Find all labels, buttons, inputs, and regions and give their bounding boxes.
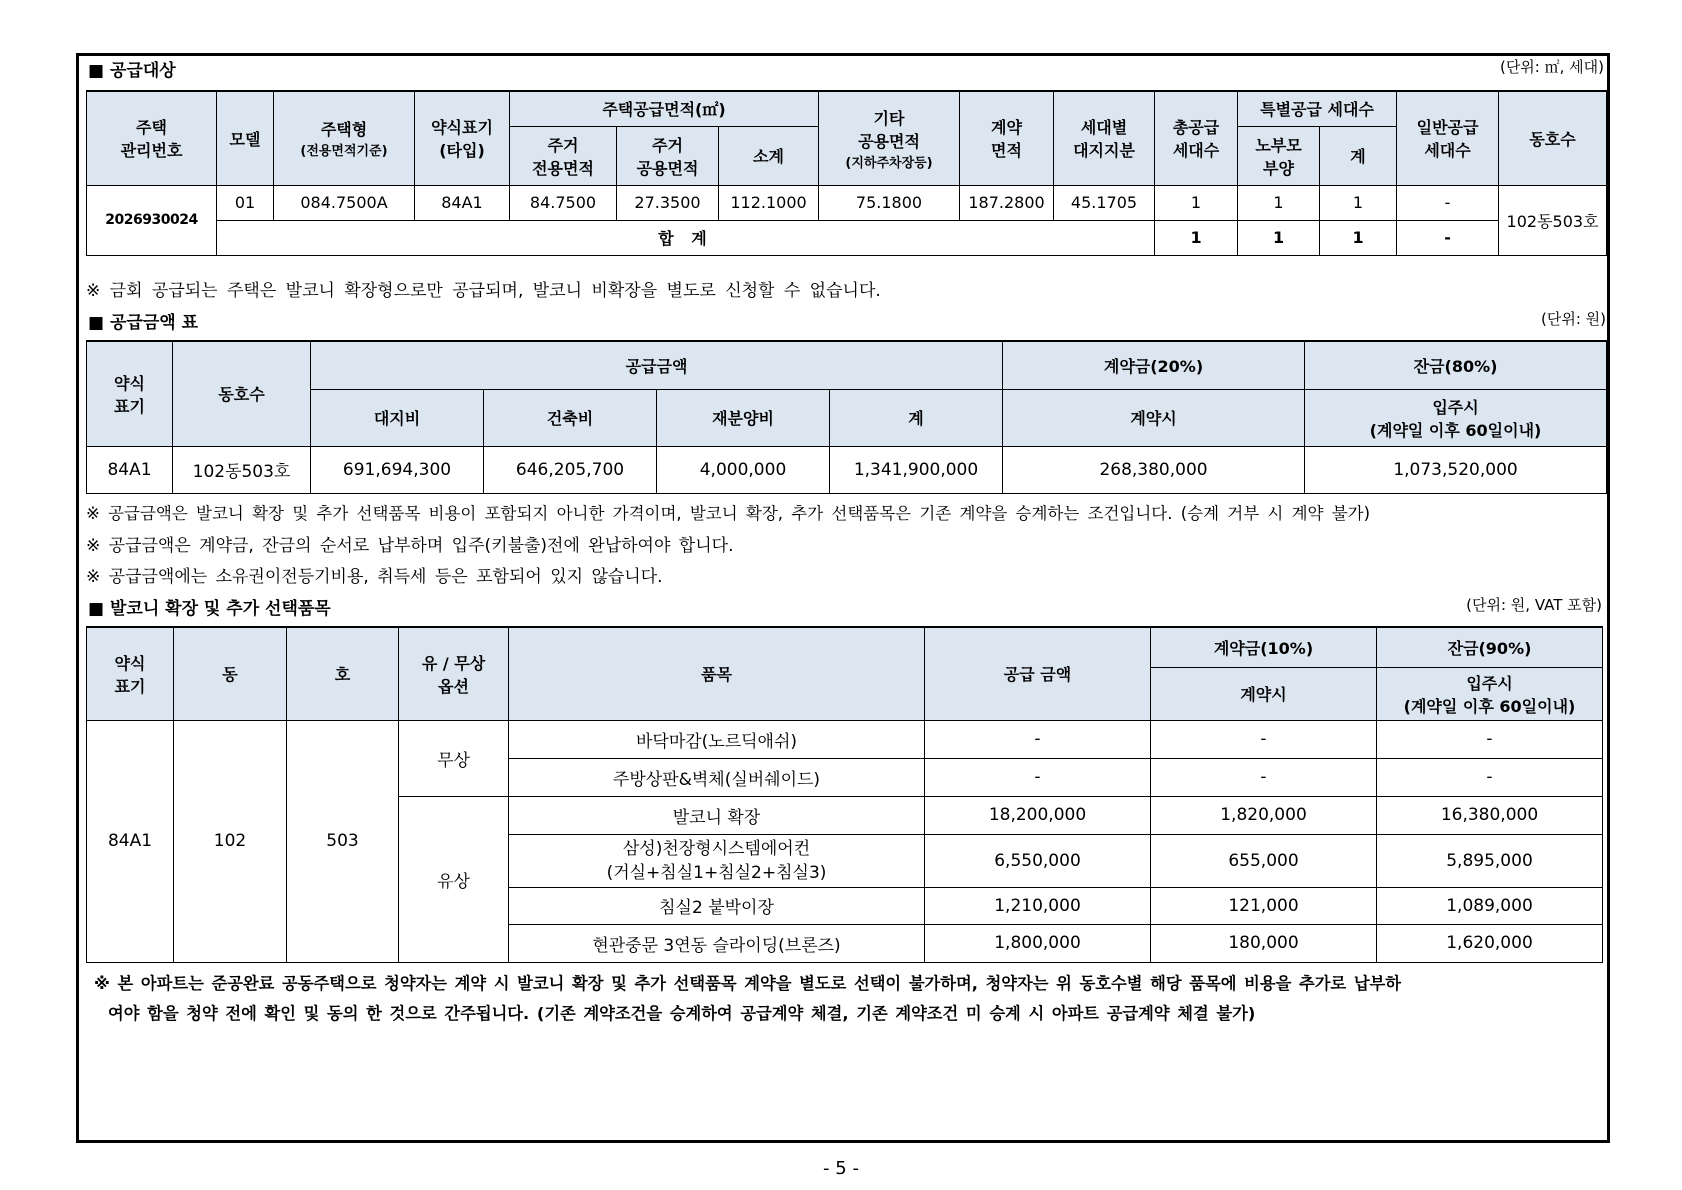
header-other-common-sub: (지하주차장등) xyxy=(845,155,933,171)
header-other-common xyxy=(819,91,960,185)
cell-subtotal: 112.1000 xyxy=(719,185,819,220)
opt-cell-ho: 503 xyxy=(287,720,399,962)
opt-header-balance: 잔금(90%) xyxy=(1377,627,1603,667)
price-header-abbr: 약식 표기 xyxy=(87,341,173,446)
options-table xyxy=(86,626,1603,963)
opt-item: 현관중문 3연동 슬라이딩(브론즈) xyxy=(509,924,925,962)
opt-deposit: - xyxy=(1151,720,1377,758)
opt-header-dong: 동 xyxy=(174,627,287,720)
price-header-deposit: 계약금(20%) xyxy=(1003,341,1305,389)
header-other-common-label: 기타 공용면적 xyxy=(858,108,920,151)
price-cell-recon: 4,000,000 xyxy=(657,446,830,493)
opt-balance: - xyxy=(1377,758,1603,796)
opt-balance: 16,380,000 xyxy=(1377,796,1603,834)
opt-cell-paid: 유상 xyxy=(399,796,509,962)
cell-model: 01 xyxy=(217,185,274,220)
unit-label-price: (단위: 원) xyxy=(1541,310,1606,328)
opt-header-abbr: 약식 표기 xyxy=(87,627,174,720)
cell-res-common: 27.3500 xyxy=(617,185,719,220)
cell-elderly: 1 xyxy=(1238,185,1320,220)
header-special-supply: 특별공급 세대수 xyxy=(1238,91,1397,126)
opt-price: - xyxy=(925,758,1151,796)
header-supply-area: 주택공급면적(㎡) xyxy=(510,91,819,126)
header-unit-no: 동호수 xyxy=(1499,91,1607,185)
price-header-balance-when: 입주시 (계약일 이후 60일이내) xyxy=(1305,389,1607,446)
opt-cell-dong: 102 xyxy=(174,720,287,962)
header-housing-type xyxy=(274,91,415,185)
opt-header-price: 공급 금액 xyxy=(925,627,1151,720)
footnote-line-2: 여야 함을 청약 전에 확인 및 동의 한 것으로 간주됩니다. (기존 계약조건을 승계하여 공급계약 체결, 기존 계약조건 미 승계 시 아파트 공급계약 체결 불가) xyxy=(108,1004,1256,1023)
price-note-2: ※ 공급금액은 계약금, 잔금의 순서로 납부하며 입주(키불출)전에 완납하여야 합니다. xyxy=(86,536,734,556)
sum-special-total: 1 xyxy=(1320,220,1397,255)
opt-balance: 1,620,000 xyxy=(1377,924,1603,962)
cell-housing-type: 084.7500A xyxy=(274,185,415,220)
opt-balance: 5,895,000 xyxy=(1377,834,1603,887)
cell-res-exclusive: 84.7500 xyxy=(510,185,617,220)
page-number: - 5 - xyxy=(823,1158,859,1179)
section-title-supply-price: ■ 공급금액 표 xyxy=(88,313,199,333)
cell-contract-area: 187.2800 xyxy=(960,185,1054,220)
header-housing-type-label: 주택형 xyxy=(320,120,368,140)
header-abbr-label: 약식표기 xyxy=(431,118,493,138)
opt-header-option: 유 / 무상 옵션 xyxy=(399,627,509,720)
cell-unit-no: 102동503호 xyxy=(1499,185,1607,255)
sum-label: 합 계 xyxy=(217,220,1155,255)
opt-item: 침실2 붙박이장 xyxy=(509,887,925,924)
header-abbr-sub: (타입) xyxy=(439,141,485,161)
price-cell-total: 1,341,900,000 xyxy=(830,446,1003,493)
header-mgmt-no: 주택 관리번호 xyxy=(87,91,217,185)
unit-label: (단위: ㎡, 세대) xyxy=(1499,58,1604,76)
opt-item: 주방상판&벽체(실버쉐이드) xyxy=(509,758,925,796)
opt-price: 6,550,000 xyxy=(925,834,1151,887)
cell-other-common: 75.1800 xyxy=(819,185,960,220)
price-cell-abbr: 84A1 xyxy=(87,446,173,493)
price-cell-building: 646,205,700 xyxy=(484,446,657,493)
opt-header-item: 품목 xyxy=(509,627,925,720)
cell-special-total: 1 xyxy=(1320,185,1397,220)
opt-price: 1,800,000 xyxy=(925,924,1151,962)
price-header-balance: 잔금(80%) xyxy=(1305,341,1607,389)
opt-item: 삼성)천장형시스템에어컨 (거실+침실1+침실2+침실3) xyxy=(509,834,925,887)
cell-mgmt-no: 2026930024 xyxy=(87,185,217,255)
price-header-unit-no: 동호수 xyxy=(173,341,311,446)
opt-deposit: 180,000 xyxy=(1151,924,1377,962)
header-housing-type-sub: (전용면적기준) xyxy=(300,144,388,160)
opt-header-deposit: 계약금(10%) xyxy=(1151,627,1377,667)
opt-deposit: - xyxy=(1151,758,1377,796)
cell-abbr: 84A1 xyxy=(415,185,510,220)
price-header-building: 건축비 xyxy=(484,389,657,446)
opt-deposit: 655,000 xyxy=(1151,834,1377,887)
cell-general-supply: - xyxy=(1397,185,1499,220)
section-title-options: ■ 발코니 확장 및 추가 선택품목 xyxy=(88,599,331,619)
header-general-supply: 일반공급 세대수 xyxy=(1397,91,1499,185)
header-abbr xyxy=(415,91,510,185)
opt-item: 발코니 확장 xyxy=(509,796,925,834)
opt-deposit: 1,820,000 xyxy=(1151,796,1377,834)
price-header-recon: 재분양비 xyxy=(657,389,830,446)
opt-price: 1,210,000 xyxy=(925,887,1151,924)
cell-land-share: 45.1705 xyxy=(1054,185,1155,220)
price-note-3: ※ 공급금액에는 소유권이전등기비용, 취득세 등은 포함되어 있지 않습니다. xyxy=(86,567,663,587)
header-contract-area: 계약 면적 xyxy=(960,91,1054,185)
opt-price: - xyxy=(925,720,1151,758)
opt-cell-free: 무상 xyxy=(399,720,509,796)
section-title-supply-target: ■ 공급대상 xyxy=(88,61,176,81)
opt-balance: 1,089,000 xyxy=(1377,887,1603,924)
header-model: 모델 xyxy=(217,91,274,185)
opt-deposit: 121,000 xyxy=(1151,887,1377,924)
header-elderly: 노부모 부양 xyxy=(1238,126,1320,185)
price-note-1: ※ 공급금액은 발코니 확장 및 추가 선택품목 비용이 포함되지 아니한 가격이며, 발코니 확장, 추가 선택품목은 기존 계약을 승계하는 조건입니다. (승계 거부 시 계약 불가) xyxy=(86,504,1371,523)
opt-balance: - xyxy=(1377,720,1603,758)
price-header-total: 계 xyxy=(830,389,1003,446)
sum-elderly: 1 xyxy=(1238,220,1320,255)
opt-header-ho: 호 xyxy=(287,627,399,720)
price-cell-balance: 1,073,520,000 xyxy=(1305,446,1607,493)
header-total-supply: 총공급 세대수 xyxy=(1155,91,1238,185)
opt-item: 바닥마감(노르딕애쉬) xyxy=(509,720,925,758)
sum-total-supply: 1 xyxy=(1155,220,1238,255)
opt-price: 18,200,000 xyxy=(925,796,1151,834)
price-header-supply: 공급금액 xyxy=(311,341,1003,389)
supply-price-table xyxy=(86,340,1607,494)
sum-general-supply: - xyxy=(1397,220,1499,255)
price-cell-deposit: 268,380,000 xyxy=(1003,446,1305,493)
price-cell-unit-no: 102동503호 xyxy=(173,446,311,493)
header-res-common: 주거 공용면적 xyxy=(617,126,719,185)
header-land-share: 세대별 대지지분 xyxy=(1054,91,1155,185)
price-header-land: 대지비 xyxy=(311,389,484,446)
header-res-exclusive: 주거 전용면적 xyxy=(510,126,617,185)
note-balcony-only: ※ 금회 공급되는 주택은 발코니 확장형으로만 공급되며, 발코니 비확장을 별도로 신청할 수 없습니다. xyxy=(86,281,881,301)
price-header-deposit-when: 계약시 xyxy=(1003,389,1305,446)
opt-header-deposit-when: 계약시 xyxy=(1151,667,1377,720)
unit-label-options: (단위: 원, VAT 포함) xyxy=(1466,596,1602,614)
opt-header-balance-when: 입주시 (계약일 이후 60일이내) xyxy=(1377,667,1603,720)
header-subtotal: 소계 xyxy=(719,126,819,185)
cell-total-supply: 1 xyxy=(1155,185,1238,220)
price-cell-land: 691,694,300 xyxy=(311,446,484,493)
opt-cell-abbr: 84A1 xyxy=(87,720,174,962)
header-special-total: 계 xyxy=(1320,126,1397,185)
footnote-line-1: ※ 본 아파트는 준공완료 공동주택으로 청약자는 계약 시 발코니 확장 및 추가 선택품목 계약을 별도로 선택이 불가하며, 청약자는 위 동호수별 해당 품목에 비용을 추가로 납부하 xyxy=(94,974,1401,993)
supply-target-table xyxy=(86,90,1607,256)
